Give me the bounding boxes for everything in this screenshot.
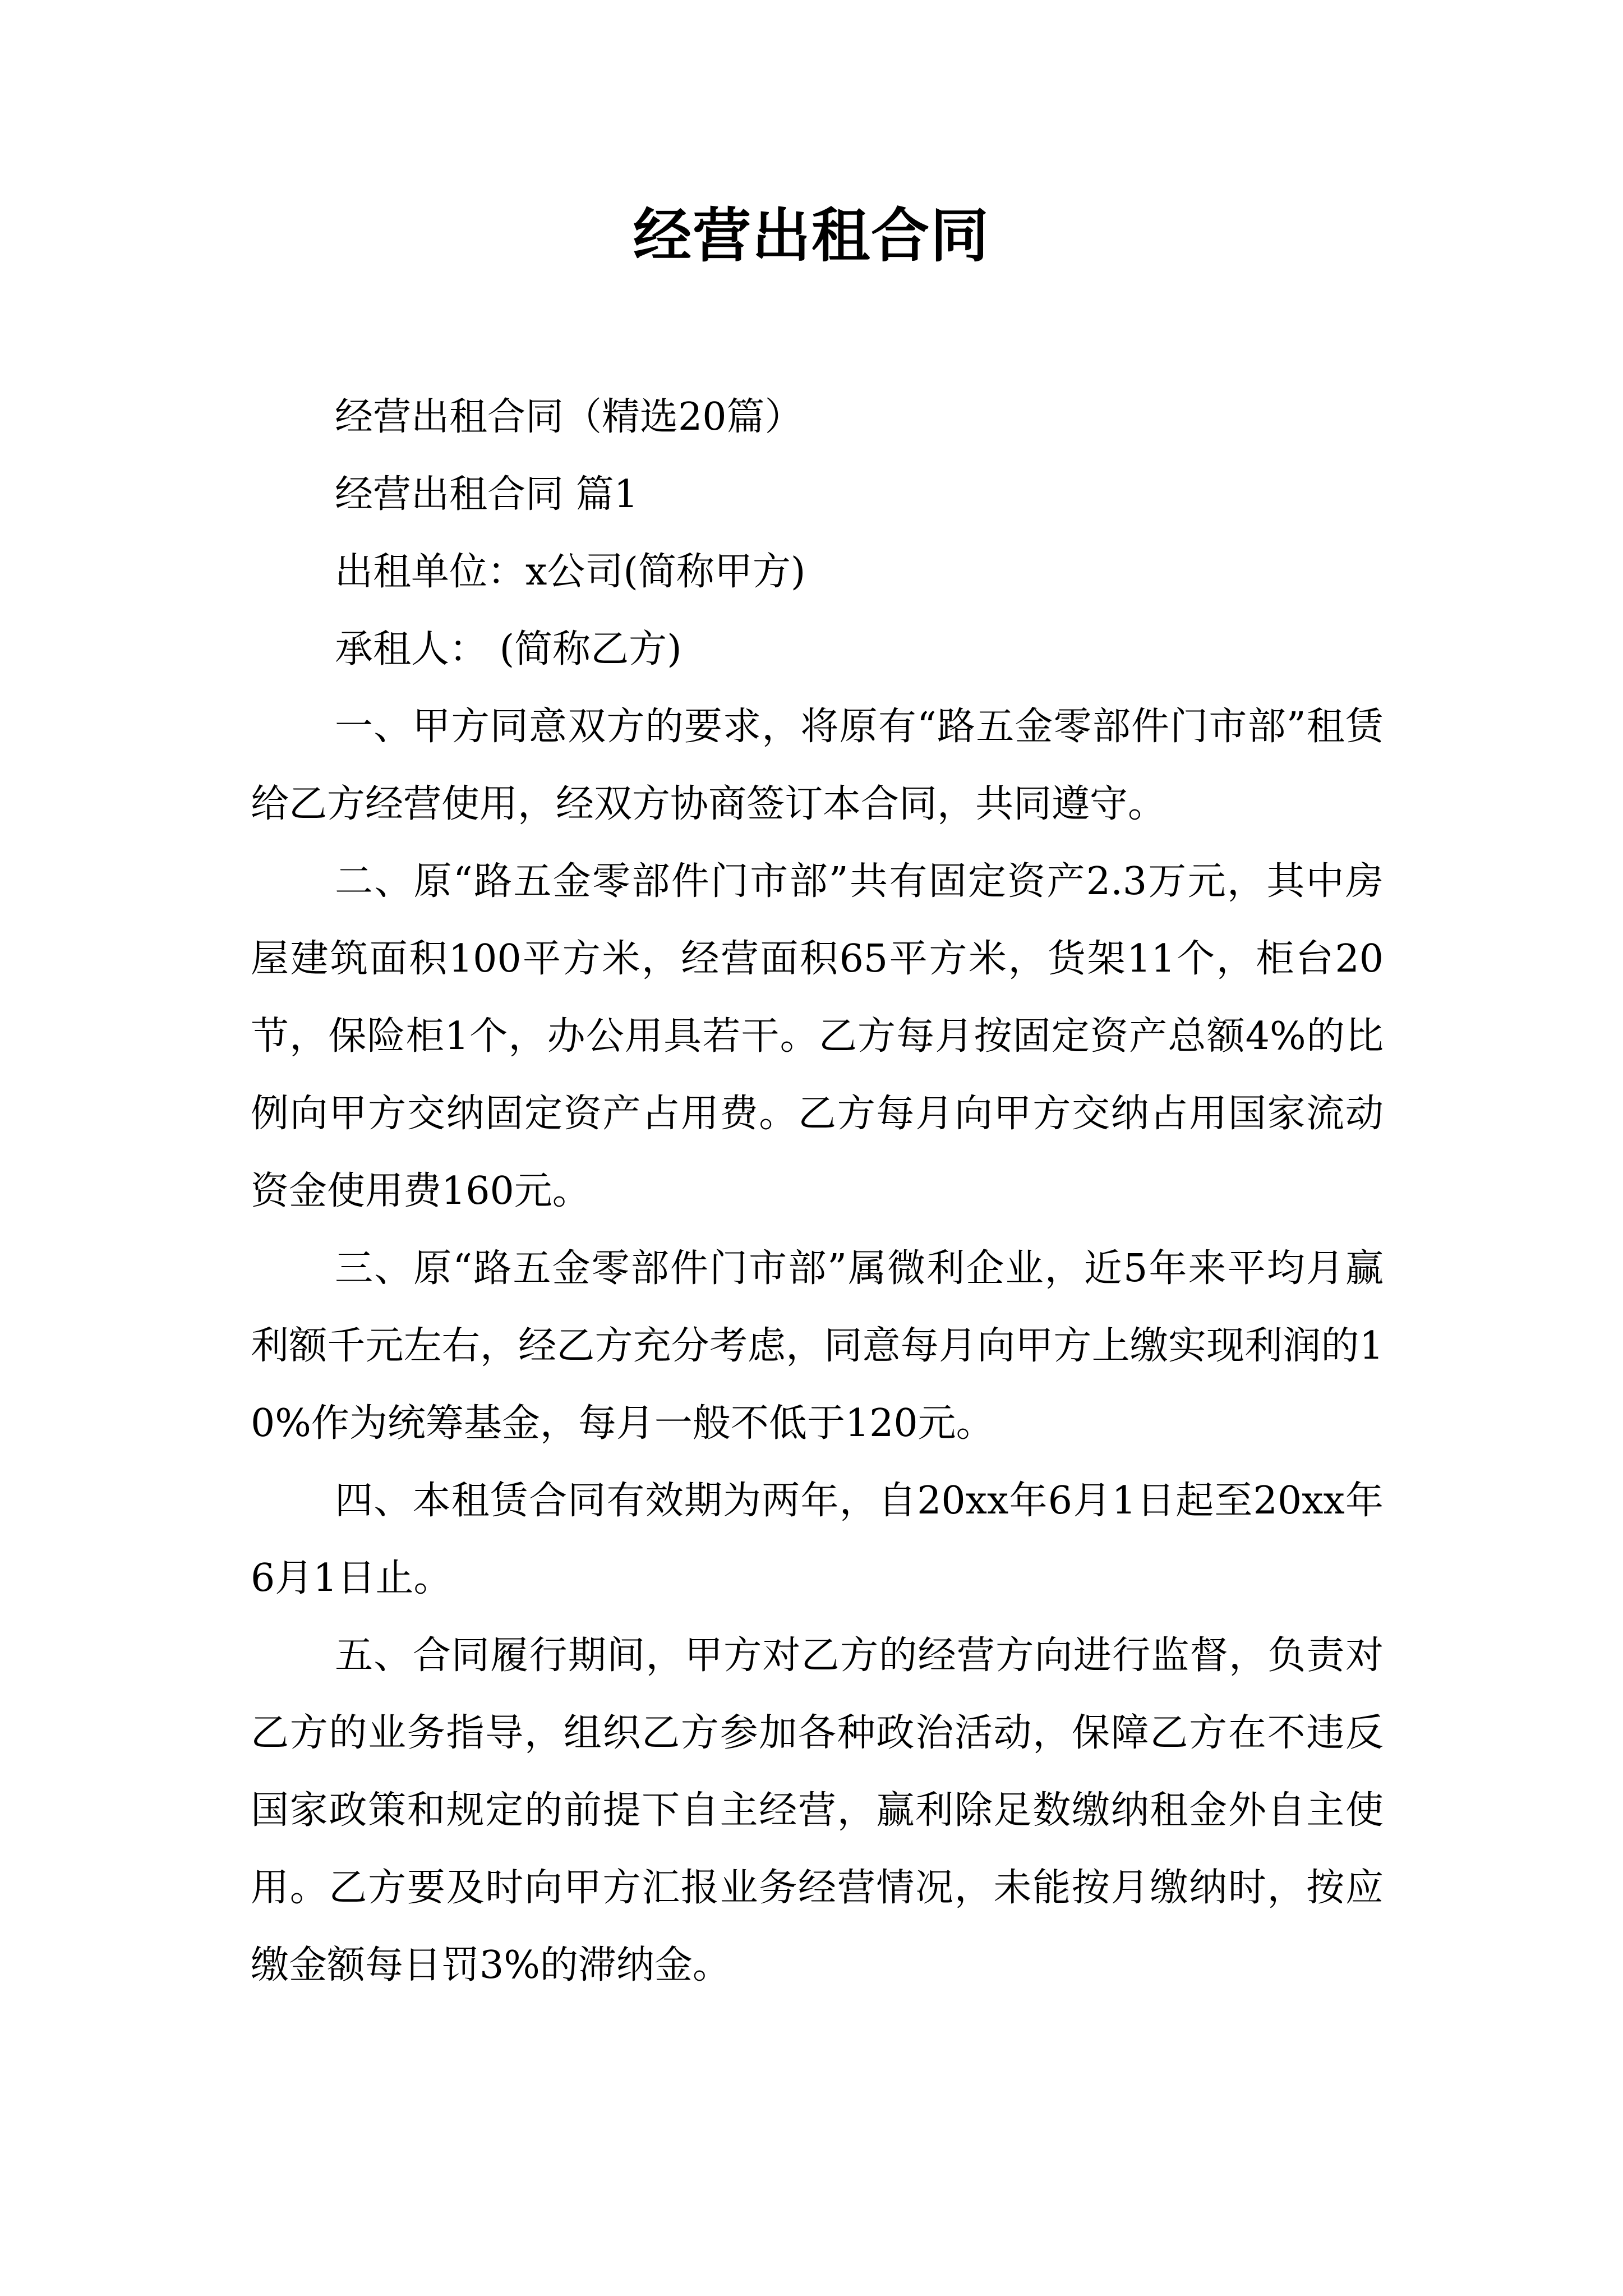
paragraph-clause-3: 三、原“路五金零部件门市部”属微利企业，近5年来平均月赢利额千元左右，经乙方充分考虑，同意每月向甲方上缴实现利润的10%作为统筹基金，每月一般不低于120元。 [251, 1246, 1384, 1446]
paragraph-clause-2: 二、原“路五金零部件门市部”共有固定资产2.3万元，其中房屋建筑面积100平方米，经营面积65平方米，货架11个，柜台20节，保险柜1个，办公用具若干。乙方每月按固定资产总额4%的比例向甲方交纳固定资产占用费。乙方每月向甲方交纳占用国家流动资金使用费160元。 [251, 859, 1384, 1213]
paragraph-clause-5: 五、合同履行期间，甲方对乙方的经营方向进行监督，负责对乙方的业务指导，组织乙方参加各种政治活动，保障乙方在不违反国家政策和规定的前提下自主经营，赢利除足数缴纳租金外自主使用。乙方要及时向甲方汇报业务经营情况，未能按月缴纳时，按应缴金额每日罚3%的滞纳金。 [251, 1634, 1384, 1987]
paragraph-lessee: 承租人： (简称乙方) [335, 627, 682, 671]
paragraph-section-heading: 经营出租合同 篇1 [335, 472, 638, 517]
document-title: 经营出租合同 [633, 201, 990, 270]
paragraph-collection-title: 经营出租合同（精选20篇） [335, 395, 803, 439]
document-body [251, 379, 1384, 2004]
paragraph-lessor: 出租单位：x公司(简称甲方) [335, 550, 806, 594]
paragraph-clause-4: 四、本租赁合同有效期为两年，自20xx年6月1日起至20xx年6月1日止。 [251, 1479, 1384, 1600]
paragraph-clause-1: 一、甲方同意双方的要求，将原有“路五金零部件门市部”租赁给乙方经营使用，经双方协商签订本合同，共同遵守。 [251, 705, 1384, 826]
